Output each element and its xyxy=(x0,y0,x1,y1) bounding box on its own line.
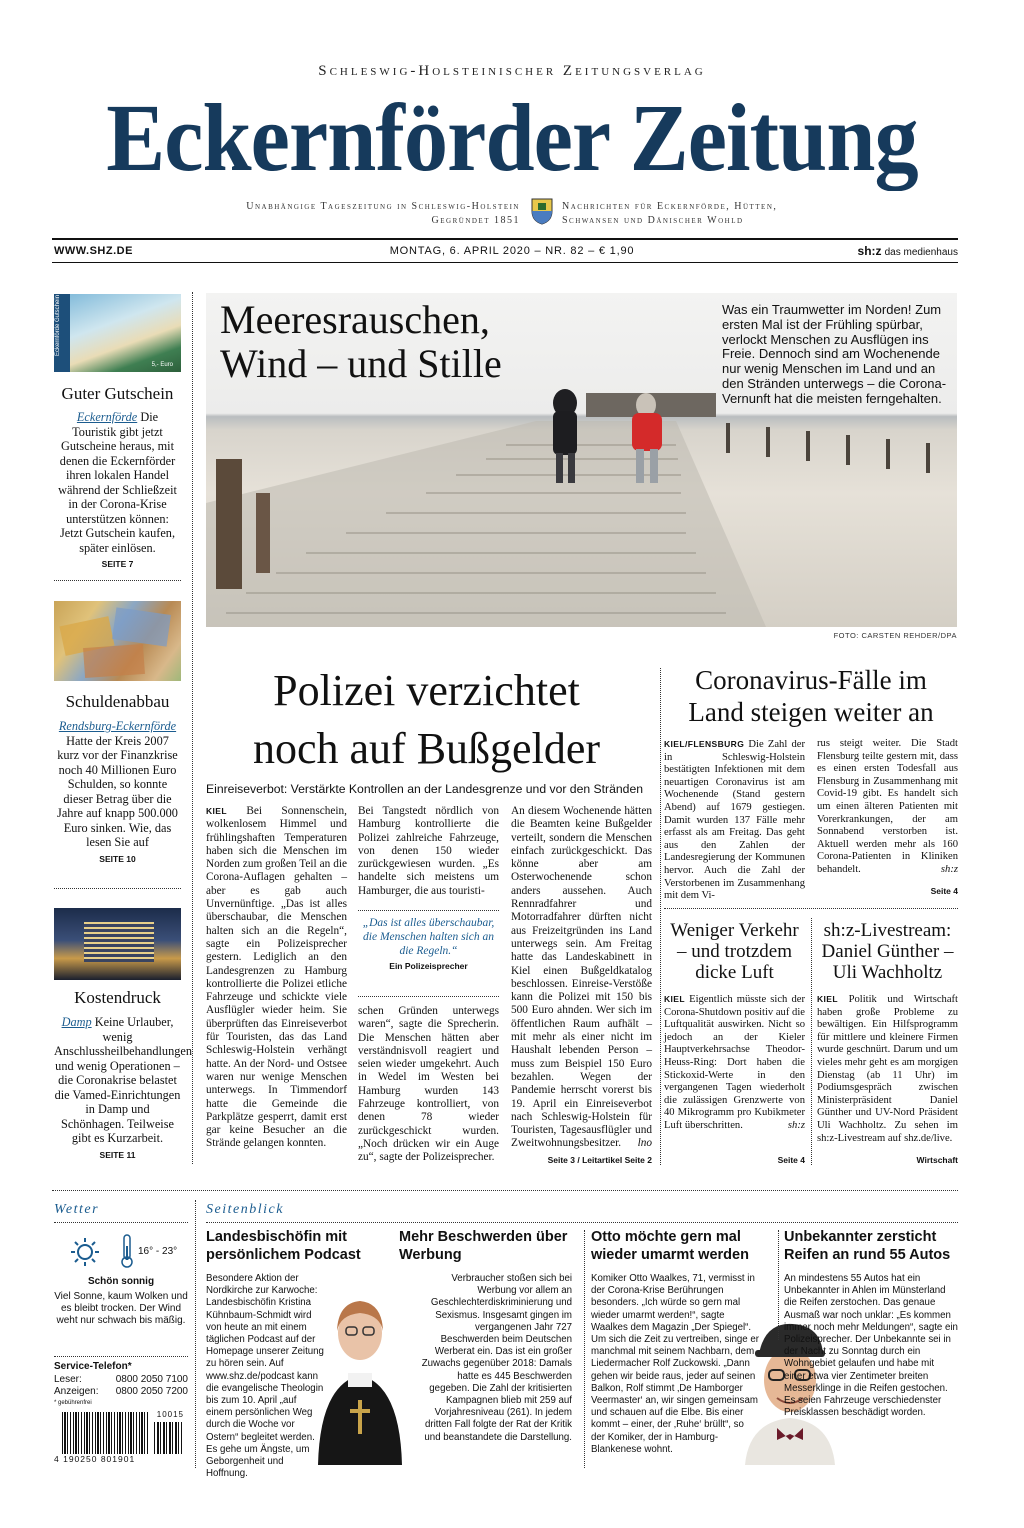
livestream-headline-line-1: sh:z-Livestream: xyxy=(823,920,952,941)
quote-rule-top xyxy=(358,910,499,911)
thermometer-icon xyxy=(120,1234,134,1268)
gutschein-thumb-label: Eckernförde Gutschein xyxy=(55,294,61,356)
bottom-section-rule xyxy=(52,1190,958,1191)
brand-suffix: das medienhaus xyxy=(884,247,958,258)
corona-headline-line-1: Coronavirus-Fälle im xyxy=(695,665,927,695)
livestream-pageref[interactable]: Wirtschaft xyxy=(916,1155,958,1165)
dateline: MONTAG, 6. APRIL 2020 – NR. 82 – € 1,90 xyxy=(389,245,635,257)
service-block xyxy=(54,1361,188,1407)
corona-keyword: KIEL/FLENSBURG xyxy=(664,739,745,749)
sidebar-title-kosten: Kostendruck xyxy=(74,988,161,1007)
seitenblick-text-1: Besondere Aktion der Nordkirche zur Karwoche: Landesbischöfin Kristina Kühnbaum-Schmidt wird von heute an mit einem täglichen Podcast auf der Homepage unserer Zeitung zu hören sein. Auf www.shz.de/podcast kann die evangelische Theologin bis zum 10. April „auf einem persönlichen Weg durch die Woche vor Ostern“ begleitet werden. Es gehe um Ängste, um Geborgenheit und Hoffnung. xyxy=(206,1273,324,1480)
livestream-headline-line-2: Daniel Günther – xyxy=(821,941,954,962)
money-note-2 xyxy=(112,607,171,646)
lead-headline-line-2: Wind – und Stille xyxy=(220,341,502,386)
tagline-right xyxy=(562,200,882,228)
tagline-left xyxy=(150,200,520,228)
barcode-bars-addon xyxy=(154,1422,182,1454)
sidebar-body-schulden: Hatte der Kreis 2007 kurz vor der Finanzkrise noch 40 Millionen Euro Schulden, so konnte dieser Betrag über die Jahre auf knapp 500.000 Euro sinken. Wie, das lesen Sie auf xyxy=(57,733,178,849)
main-story-col-3 xyxy=(511,805,652,1151)
main-col-1-text: Bei Sonnenschein, wolkenlosem Himmel und frühlingshaften Temperaturen haben sich die Menschen im Norden zum großen Teil an die Corona-Auflagen gehalten – aber es gab auch Unvernünftige. „Das ist alles überschaubar, die Menschen halten sich an die Regeln“, sagte ein Polizeisprecher gestern. Lediglich an den Landesgrenzen zu Hamburg kontrollierte die Polizei etliche Fahrzeuge und schickte viele Ausflügler wieder heim. Sie überprüften das Einreiseverbot für Touristen, das das Land Schleswig-Holstein verhängt hatte. An der Nord- und Ostsee waren nur wenige Menschen unterwegs. In Timmendorf hatte die Gemeinde die Parkplätze gesperrt, damit erst gar keine Besucher an die Strände gelangen konnten. xyxy=(206,805,348,1150)
service-footnote: * gebührenfrei xyxy=(54,1399,92,1406)
sidebar-link-damp[interactable]: Damp xyxy=(61,1015,92,1029)
brand-logo xyxy=(858,244,958,258)
seitenblick-headline-1: Landesbischöfin mit persönlichem Podcast xyxy=(206,1229,361,1263)
traffic-keyword: KIEL xyxy=(664,994,685,1004)
sidebar-pageref-gutschein[interactable]: SEITE 7 xyxy=(101,559,134,569)
traffic-body: Eigentlich müsste sich der Corona-Shutdown positiv auf die Luftqualität auswirken. Nicht so jedoch an der Kieler Hauptverkehrsachse Theodor-Heuss-Ring: Dort haben die Stickoxid-Werte in den vergangenen Tagen wiederholt die zulässigen Grenzwerte von 40 Mikrogramm pro Kubikmeter Luft überschritten. xyxy=(664,994,805,1131)
lead-headline xyxy=(220,298,502,386)
pull-quote xyxy=(358,916,499,971)
money-note-3 xyxy=(83,644,145,678)
corona-pageref[interactable]: Seite 4 xyxy=(930,886,958,896)
sidebar-text-schulden xyxy=(54,719,181,866)
sidebar-text-kosten xyxy=(54,1015,192,1162)
traffic-text xyxy=(664,993,805,1133)
service-ads-row xyxy=(54,1386,188,1399)
sidebar-column-divider xyxy=(192,292,193,1164)
sidebar-text-gutschein xyxy=(54,410,181,572)
seitenblick-headline-4: Unbekannter zersticht Reifen an rund 55 Autos xyxy=(784,1229,951,1263)
weather-temp: 16° - 23° xyxy=(138,1246,178,1257)
main-story-col-2b xyxy=(358,1005,499,1165)
sidebar-thumb-money xyxy=(54,601,181,681)
corona-headline xyxy=(664,664,958,728)
corona-col-1 xyxy=(664,738,805,903)
sidebar-link-eckernfoerde[interactable]: Eckernförde xyxy=(76,410,138,424)
main-headline-line-2: noch auf Bußgelder xyxy=(253,724,600,773)
publisher-line: Schleswig-Holsteinischer Zeitungsverlag xyxy=(318,63,706,79)
barcode xyxy=(54,1410,184,1466)
main-right-divider xyxy=(660,668,661,1165)
pull-quote-text: „Das ist alles überschaubar, die Menschen halten sich an die Regeln.“ xyxy=(362,917,495,957)
traffic-right-divider xyxy=(811,918,812,1165)
gutschein-thumb-price: 5,- Euro xyxy=(151,362,173,368)
lead-photo-caption: Was ein Traumwetter im Norden! Zum ersten Mal ist der Frühling spürbar, verlockt Menschen zu Ausflügen ins Freie. Dennoch sind am Wochenende nur wenig Menschen im Land und an den Stränden unterwegs – die Corona-Vernunft hat die meisten ferngehalten. xyxy=(722,302,947,406)
main-subhead: Einreiseverbot: Verstärkte Kontrollen an der Landesgrenze und vor den Stränden xyxy=(206,782,643,796)
service-reader-phone[interactable]: 0800 2050 7100 xyxy=(115,1373,188,1385)
seitenblick-divider-3 xyxy=(778,1230,779,1340)
service-reader-row xyxy=(54,1374,188,1387)
main-pageref[interactable]: Seite 3 / Leitartikel Seite 2 xyxy=(547,1155,652,1165)
sidebar-pageref-kosten[interactable]: SEITE 11 xyxy=(99,1149,136,1160)
seitenblick-divider-2 xyxy=(584,1230,585,1468)
coat-of-arms-icon xyxy=(530,197,554,225)
brand-logo-mark: sh:z xyxy=(857,244,882,258)
barcode-bottom-number: 4 190250 801901 xyxy=(54,1454,136,1464)
corona-author: sh:z xyxy=(940,863,958,875)
sidebar-body-kosten: Keine Urlauber, wenig Anschlussheilbehandlungen und wenig Operationen – die Coronakrise belastet die Vamed-Einrichtungen in Damp und Schönhagen. Teilweise gibt es Kurzarbeit. xyxy=(54,1015,192,1145)
sidebar-title-gutschein: Guter Gutschein xyxy=(61,384,174,403)
tagline-left-2: Gegründet 1851 xyxy=(431,215,520,226)
livestream-text xyxy=(817,993,958,1145)
traffic-author: sh:z xyxy=(787,1119,805,1131)
weather-right-divider xyxy=(195,1200,196,1468)
main-col-3-text: An diesem Wochenende hätten die Beamten keine Bußgelder verteilt, sondern die Menschen einfach zurückgeschickt. Das könne aber am Osterwochenende schon anders aussehen. Auch Rennradfahrer und Motorradfahrer dürften nicht aus Freizeitgründen ins Land unterwegs sein. Am Freitag hatte das Landeskabinett in Kiel einen Bußgeldkatalog beschlossen. Einreise-Verstöße kann die Polizei mit 150 bis 500 Euro ahnden. Wer sich im öffentlichen Raum aufhält – mit mehr als einer nicht im Haushalt lebenden Person – muss zum Beispiel 150 Euro bezahlen. Wegen der Pandemie herrscht vorerst bis 19. April ein Einreiseverbot nach Schleswig-Holstein für Touristen, Tagesausflügler und Zweitwohnungsbesitzer. xyxy=(511,805,652,1150)
website-link[interactable]: WWW.SHZ.DE xyxy=(54,245,133,257)
seitenblick-label-rule xyxy=(206,1222,958,1223)
weather-service-rule xyxy=(54,1356,188,1357)
bishop-photo xyxy=(310,1275,410,1465)
sidebar-divider-1 xyxy=(54,580,181,581)
seitenblick-text-4: An mindestens 55 Autos hat ein Unbekannter in Ahlen im Münsterland die Reifen zerstochen. Das genaue Ausmaß war noch unklar: „Es kommen immer noch mehr Meldungen“, sagte ein Polizeisprecher. Der Unbekannte sei in der Nacht zu Sonntag durch ein Wohngebiet gelaufen und habe mit einer etwa vier Zentimeter breiten Messerklinge in die Reifen gestochen. Es seien Fahrzeuge verschiedenster Preisklassen beschädigt worden. xyxy=(784,1273,958,1419)
seitenblick-label: Seitenblick xyxy=(206,1202,284,1217)
seitenblick-headline-3: Otto möchte gern mal wieder umarmt werden xyxy=(591,1229,749,1263)
traffic-headline-line-2: – und trotzdem xyxy=(676,941,793,962)
traffic-headline xyxy=(664,920,805,983)
tagline-left-1: Unabhängige Tageszeitung in Schleswig-Holstein xyxy=(246,201,520,212)
livestream-keyword: KIEL xyxy=(817,994,838,1004)
livestream-headline-line-3: Uli Wachholtz xyxy=(832,962,943,983)
main-headline xyxy=(204,662,649,778)
main-col-2-text-a: Bei Tangstedt nördlich von Hamburg kontrollierte die Polizei zahlreiche Fahrzeuge, von denen 150 wieder zurückgewiesen wurden. „Es handelte sich meistens um Hamburger, die aus touristi- xyxy=(358,805,499,897)
tagline-right-1: Nachrichten für Eckernförde, Hütten, xyxy=(562,201,778,212)
sidebar-body-gutschein: Die Touristik gibt jetzt Gutscheine heraus, mit denen die Eckernförder ihren lokalen Handel während der Schließzeit in der Corona-Krise unterstützen können: Jetzt Gutschein kaufen, später einlösen. xyxy=(58,410,177,555)
sidebar-divider-2 xyxy=(54,888,181,889)
quote-rule-bottom xyxy=(358,996,499,997)
corona-col-1-text: Die Zahl der in Schleswig-Holstein bestätigten Infektionen mit dem neuartigen Coronavirus ist am Wochenende (Stand gestern Abend) auf 1679 gestiegen. Damit wurden 137 Fälle mehr erfasst als am Freitag. Das geht aus den Zahlen der Landesregierung der Kommunen hervor. Auch die Zahl der Verstorbenen im Zusammenhang mit dem Vi- xyxy=(664,739,805,902)
livestream-body: Politik und Wirtschaft haben große Probleme zu bewältigen. Ein Hilfsprogramm für mittlere und kleinere Firmen wurde geschnürt. Darum und um vieles mehr geht es am morgigen Dienstag (ab 11 Uhr) im Podiumsgespräch zwischen Ministerpräsident Daniel Günther und UV-Nord Präsident Uli Wachholtz. Zu sehen im sh:z-Livestream auf shz.de/live. xyxy=(817,994,958,1144)
service-ads-phone[interactable]: 0800 2050 7200 xyxy=(115,1386,188,1397)
sidebar-link-rendsburg[interactable]: Rendsburg-Eckernförde xyxy=(58,719,177,733)
service-title: Service-Telefon* xyxy=(54,1361,132,1372)
seitenblick-text-3: Komiker Otto Waalkes, 71, vermisst in der Corona-Krise Berührungen besonders. „Ich würde so gern mal wieder umarmt werden!“, sagte Waalkes dem Magazin „Der Spiegel“. Um sich die Zeit zu vertreiben, singe er manchmal mit seinem Nachbarn, dem Liedermacher Rolf Zuckowski. „Dann gehen wir beide raus, jeder auf seinen Balkon, Rolf stimmt ‚De Hamborger Veermaster‘ an, wir singen gemeinsam und schauen auf die Elbe. Bis einer kommt – einer, der ‚Ruhe‘ brüllt“, so der Komiker, der in Hamburg-Blankenese wohnt. xyxy=(591,1273,759,1455)
newspaper-title: Eckernförder Zeitung xyxy=(106,84,918,191)
corona-col-2-text: rus steigt weiter. Die Stadt Flensburg teilte gestern mit, dass es einen ersten Todesfall aus Flensburg in Zusammenhang mit Covid-19 gibt. Es handelt sich um einen älteren Patienten mit Vorerkrankungen, der am Sonnabend verstorben ist. Aktuell werden mehr als 160 Corona-Patienten in Kliniken behandelt. xyxy=(817,738,958,875)
main-author: lno xyxy=(637,1137,652,1150)
traffic-headline-line-1: Weniger Verkehr xyxy=(670,920,799,941)
seitenblick-headline-2: Mehr Beschwerden über Werbung xyxy=(399,1229,568,1263)
main-col-2-text-b: schen Gründen unterwegs waren“, sagte die Sprecherin. Die Menschen hätten aber verständnisvoll reagiert und seien wieder umgekehrt. Auch in Wedel im Westen bei Hamburg wurden 143 Fahrzeuge kontrolliert, von denen 78 wieder zurückgeschickt wurden. „Noch drücken wir ein Auge zu“, sagte der Polizeisprecher. xyxy=(358,1005,499,1164)
traffic-headline-line-3: dicke Luft xyxy=(695,962,774,983)
sun-icon xyxy=(70,1237,100,1267)
weather-title: Schön sonnig xyxy=(87,1276,155,1287)
seitenblick-text-2: Verbraucher stoßen sich bei Werbung vor allem an Geschlechterdiskriminierung und Sexismus. Insgesamt gingen im vergangenen Jahr 727 Beschwerden beim Deutschen Werberat ein. Das ist ein großer Zuwachs gegenüber 2018: Damals hatte es 445 Beschwerden gegeben. Die Zahl der kritisierten Kampagnen blieb mit 259 auf Vorjahresniveau (261). In jedem dritten Fall folgte der Rat der Kritik und beanstandete die Darstellung. xyxy=(421,1273,572,1443)
masthead-rule-top xyxy=(52,238,958,240)
sidebar-thumb-damp xyxy=(54,908,181,980)
main-story-col-2 xyxy=(358,805,499,898)
damp-building xyxy=(84,922,154,962)
main-headline-line-1: Polizei verzichtet xyxy=(273,666,580,715)
barcode-bars xyxy=(62,1412,150,1454)
weather-label: Wetter xyxy=(54,1202,100,1217)
barcode-top-number: 10015 xyxy=(156,1410,184,1419)
sidebar-title-schulden: Schuldenabbau xyxy=(65,692,170,711)
corona-headline-line-2: Land steigen weiter an xyxy=(688,697,934,727)
pull-quote-source: Ein Polizeisprecher xyxy=(389,961,468,971)
sidebar-thumb-gutschein xyxy=(54,294,181,372)
main-story-col-1 xyxy=(206,805,347,1151)
service-reader-label: Leser: xyxy=(54,1373,82,1385)
weather-label-rule xyxy=(54,1222,188,1223)
weather-text: Viel Sonne, kaum Wolken und es bleibt trocken. Der Wind weht nur schwach bis mäßig. xyxy=(54,1291,188,1326)
lead-headline-line-1: Meeresrauschen, xyxy=(220,297,490,342)
livestream-headline xyxy=(817,920,958,983)
corona-bottom-rule xyxy=(664,908,958,909)
service-ads-label: Anzeigen: xyxy=(54,1386,99,1397)
sidebar-pageref-schulden[interactable]: SEITE 10 xyxy=(99,853,136,864)
lead-photo-credit: FOTO: CARSTEN REHDER/DPA xyxy=(833,631,957,640)
masthead-rule-bottom xyxy=(52,262,958,263)
corona-col-2 xyxy=(817,738,958,877)
main-keyword: KIEL xyxy=(206,806,227,816)
tagline-right-2: Schwansen und Dänischer Wohld xyxy=(562,215,744,226)
traffic-pageref[interactable]: Seite 4 xyxy=(777,1155,805,1165)
